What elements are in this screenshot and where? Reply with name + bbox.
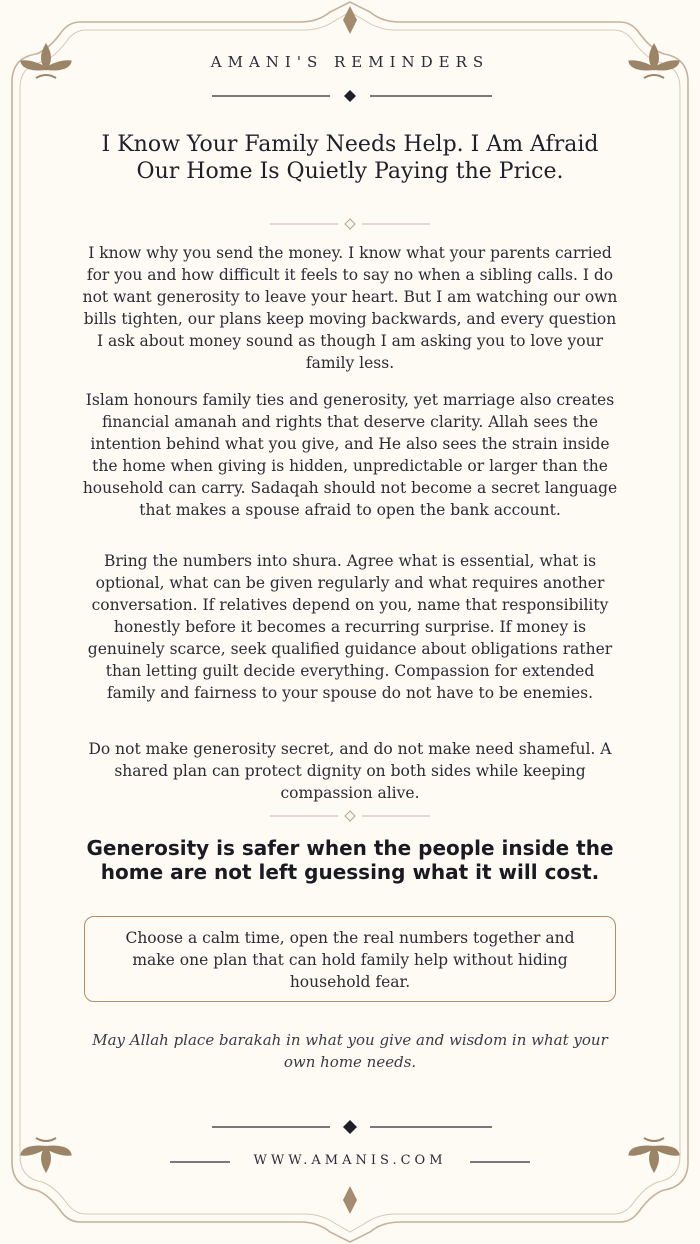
- header-divider: [80, 90, 620, 102]
- top-ornament-icon: [343, 6, 357, 34]
- diamond-outline-icon: [345, 811, 355, 821]
- footer-divider: [80, 1120, 620, 1134]
- bottom-ornament-icon: [343, 1186, 357, 1214]
- paragraph: I know why you send the money. I know what your parents carried for you and how difficult it feels to say no when a sibling calls. I do not want generosity to leave your heart. But I am watching our own bills tighten, our plans keep moving backwards, and every question I ask about money sound as though I am asking you to love your family less.: [82, 244, 618, 372]
- brand-name: AMANI'S REMINDERS: [210, 53, 490, 71]
- diamond-icon: [343, 1120, 357, 1134]
- paragraph: Do not make generosity secret, and do not make need shameful. A shared plan can protect dignity on both sides while keeping compassion alive.: [88, 740, 612, 802]
- section-divider: [80, 810, 620, 822]
- website-link[interactable]: WWW.AMANIS.COM: [253, 1153, 447, 1168]
- paragraph: Islam honours family ties and generosity, yet marriage also creates financial amanah and rights that deserve clarity. Allah sees the intention behind what you give, and He also sees the strain inside the home when giving is hidden, unpredictable or larger than the household can carry. Sadaqah should not become a secret language that makes a spouse afraid to open the bank account.: [82, 391, 618, 519]
- callout-text: Choose a calm time, open the real numbers together and make one plan that can hold family help without hiding household fear.: [125, 929, 575, 991]
- diamond-outline-icon: [345, 219, 355, 229]
- highlight-statement: Generosity is safer when the people inside the home are not left guessing what it will cost.: [86, 836, 614, 884]
- closing-dua: May Allah place barakah in what you give and wisdom in what your own home needs.: [92, 1031, 608, 1071]
- article-title: I Know Your Family Needs Help. I Am Afraid Our Home Is Quietly Paying the Price.: [101, 132, 599, 184]
- paragraph: Bring the numbers into shura. Agree what is essential, what is optional, what can be given regularly and what requires another conversation. If relatives depend on you, name that responsibility honestly before it becomes a recurring surprise. If money is genuinely scarce, seek qualified guidance about obligations rather than letting guilt decide everything. Compassion for extended family and fairness to your spouse do not have to be enemies.: [87, 552, 613, 702]
- diamond-icon: [344, 90, 356, 102]
- title-divider: [80, 218, 620, 230]
- callout-box: [84, 916, 616, 1002]
- footer: [80, 1153, 620, 1173]
